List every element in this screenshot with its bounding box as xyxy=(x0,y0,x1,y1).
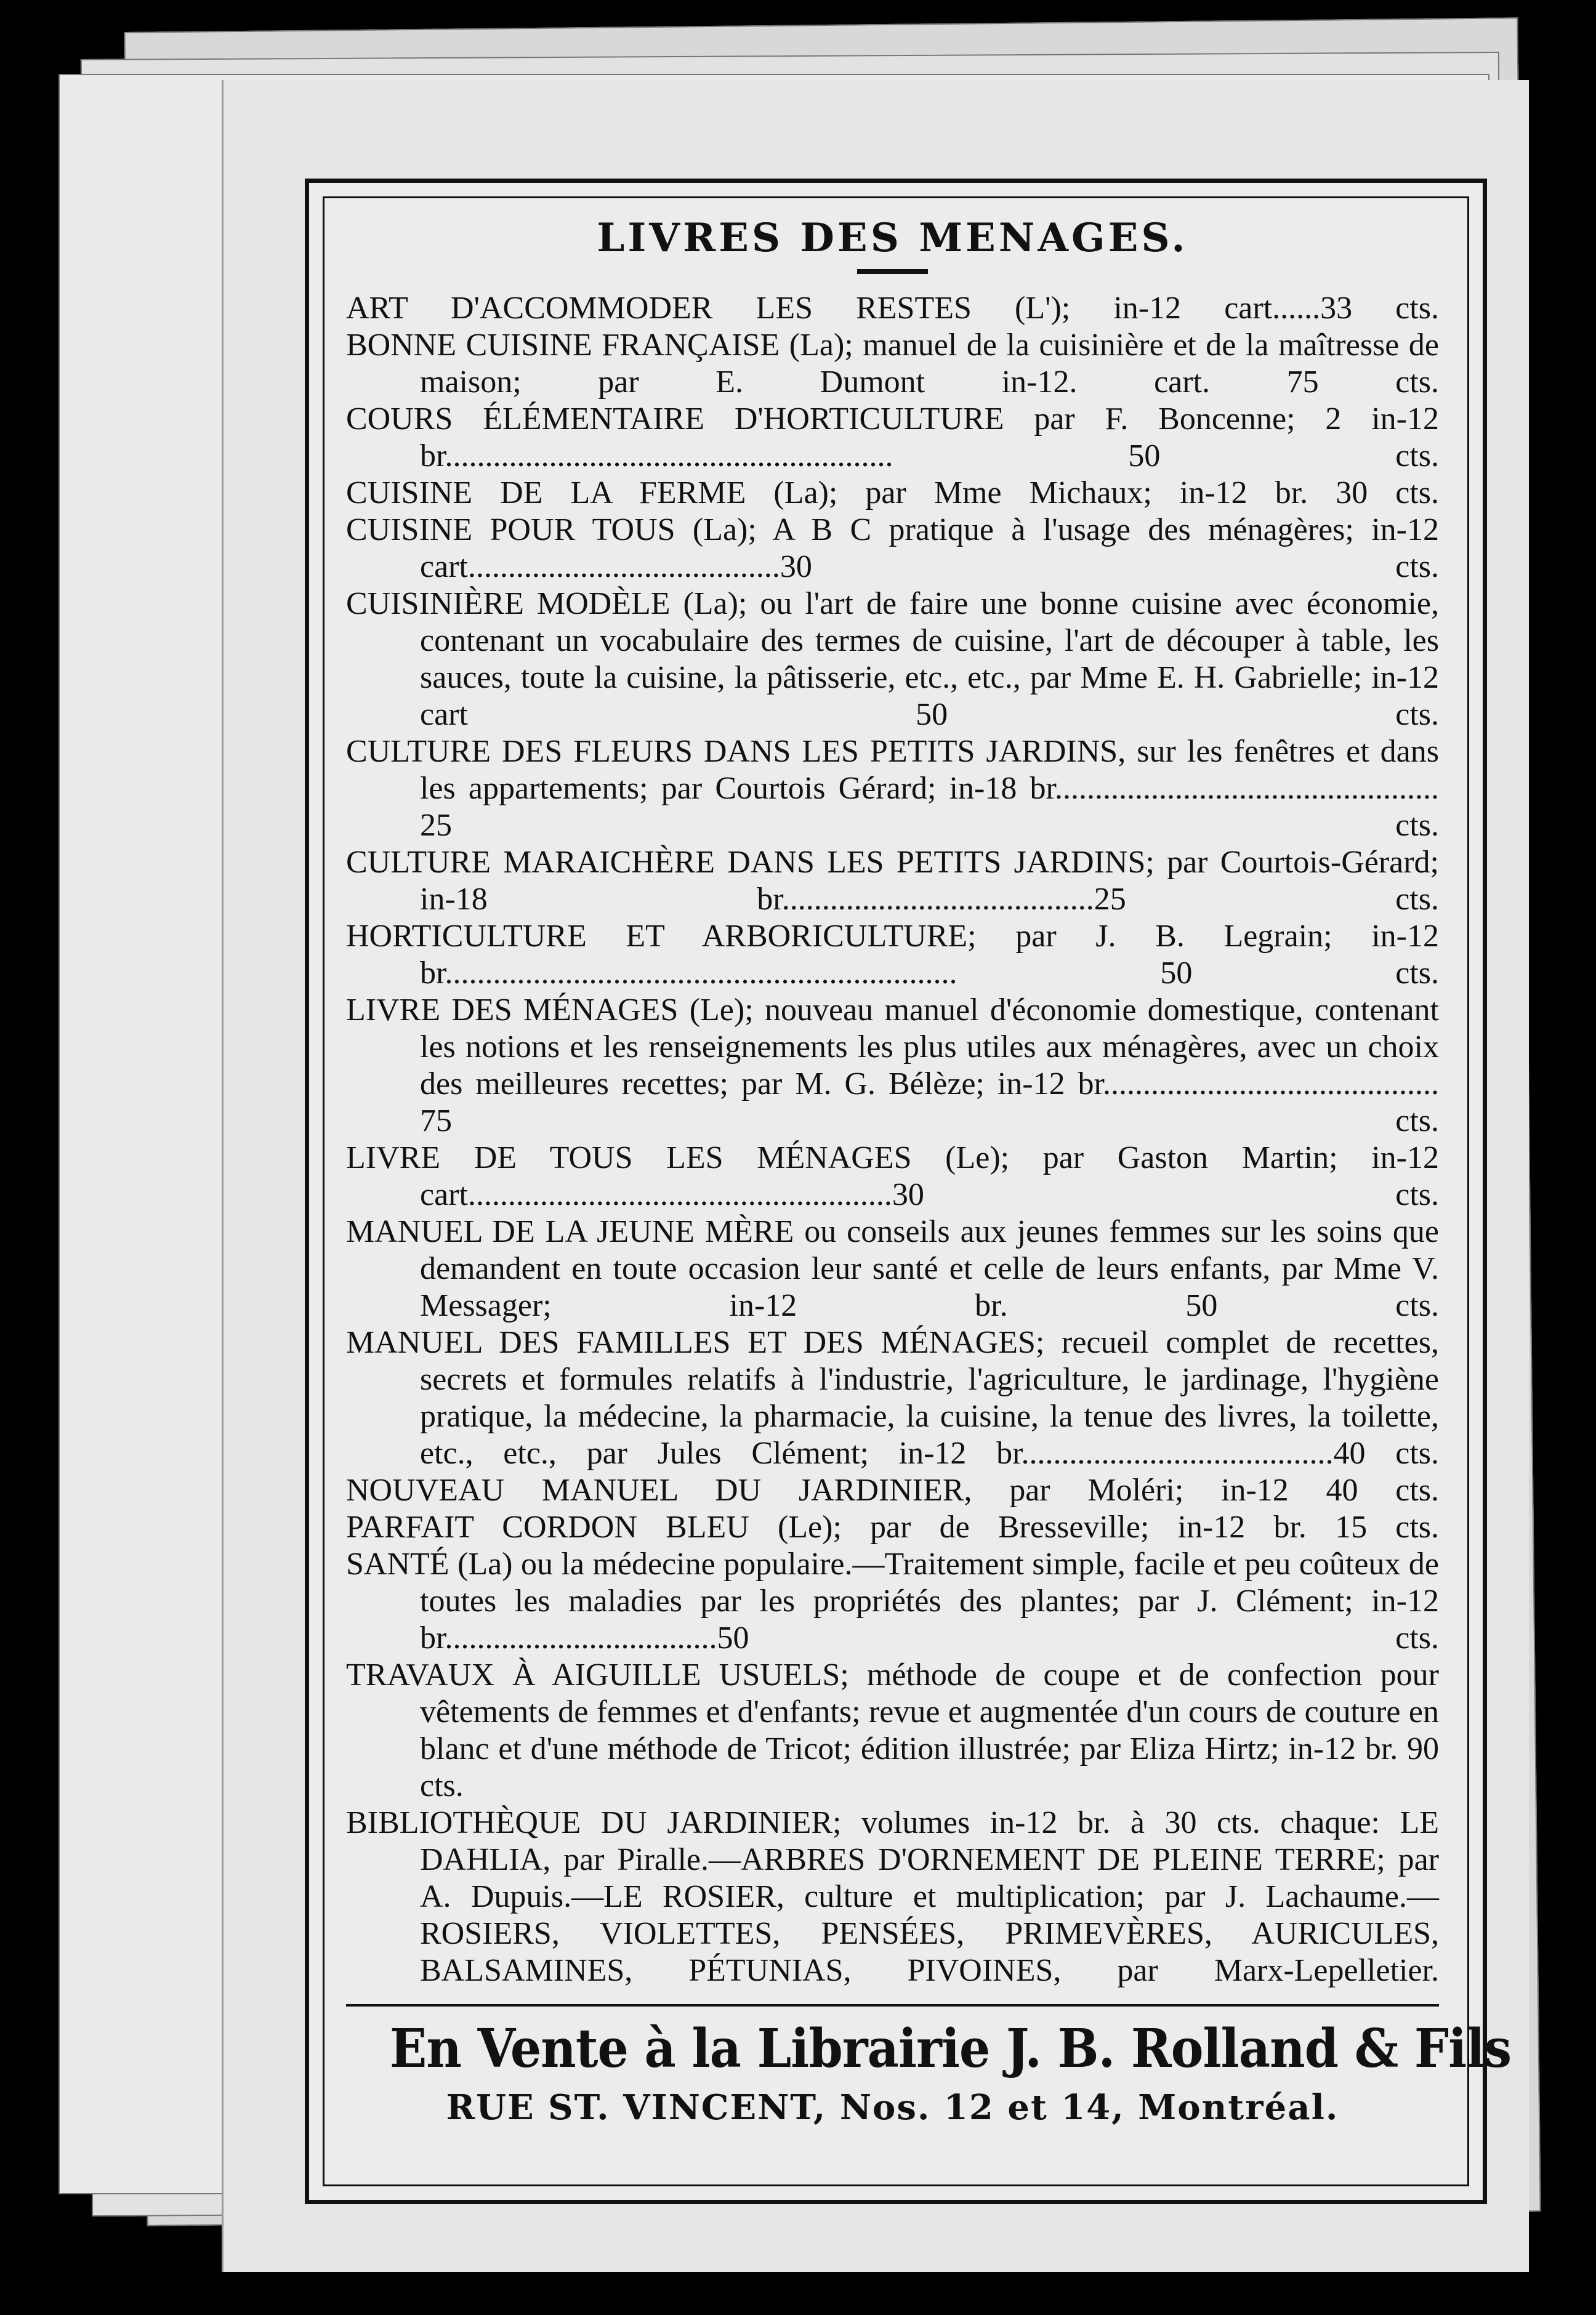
book-entry: TRAVAUX À AIGUILLE USUELS; méthode de coupe et de confection pour vêtements de femmes et d'enfants; revue et augmentée d'un cours de couture en blanc et d'une méthode de Tricot; édition illustrée; par Eliza Hirtz; in-12 br. 90 cts. xyxy=(346,1657,1439,1803)
publisher-address: RUE ST. VINCENT, Nos. 12 et 14, Montréal. xyxy=(446,2087,1339,2128)
book-entry: PARFAIT CORDON BLEU (Le); par de Bresseville; in-12 br. 15 cts. xyxy=(346,1510,1439,1545)
book-list xyxy=(346,290,1439,1989)
book-entry: CUISINE POUR TOUS (La); A B C pratique à l'usage des ménagères; in-12 cart.......................................30 cts. xyxy=(346,512,1439,584)
book-entry: BONNE CUISINE FRANÇAISE (La); manuel de la cuisinière et de la maîtresse de maison; par E. Dumont in-12. cart. 75 cts. xyxy=(346,328,1439,400)
book-entry: LIVRE DE TOUS LES MÉNAGES (Le); par Gaston Martin; in-12 cart.....................................................30 cts. xyxy=(346,1140,1439,1212)
book-entry: LIVRE DES MÉNAGES (Le); nouveau manuel d'économie domestique, contenant les notions et les renseignements les plus utiles aux ménagères, avec un choix des meilleures recettes; par M. G. Bélèze; in-12 br.......................................... 75 cts. xyxy=(346,992,1439,1138)
title-rule xyxy=(857,269,928,274)
book-entry: BIBLIOTHÈQUE DU JARDINIER; volumes in-12 br. à 30 cts. chaque: LE DAHLIA, par Piralle.—ARBRES D'ORNEMENT DE PLEINE TERRE; par A. Dupuis.—LE ROSIER, culture et multiplication; par J. Lachaume.—ROSIERS, VIOLETTES, PENSÉES, PRIMEVÈRES, AURICULES, BALSAMINES, PÉTUNIAS, PIVOINES, par Marx-Lepelletier. xyxy=(346,1805,1439,1988)
advertisement-content xyxy=(346,214,1512,2132)
publisher-line: En Vente à la Librairie J. B. Rolland & Fils xyxy=(390,2018,1512,2080)
advertisement-frame xyxy=(305,179,1512,2204)
book-entry: CUISINIÈRE MODÈLE (La); ou l'art de faire une bonne cuisine avec économie, contenant un vocabulaire des termes de cuisine, l'art de découper à table, les sauces, toute la cuisine, la pâtisserie, etc., etc., par Mme E. H. Gabrielle; in-12 cart 50 cts. xyxy=(346,586,1439,732)
book-entry: CULTURE MARAICHÈRE DANS LES PETITS JARDINS; par Courtois-Gérard; in-18 br.......................................25 cts. xyxy=(346,845,1439,917)
book-entry: MANUEL DE LA JEUNE MÈRE ou conseils aux jeunes femmes sur les soins que demandent en toute occasion leur santé et celle de leurs enfants, par Mme V. Messager; in-12 br. 50 cts. xyxy=(346,1214,1439,1323)
book-entry: SANTÉ (La) ou la médecine populaire.—Traitement simple, facile et peu coûteux de toutes les maladies par les propriétés des plantes; par J. Clément; in-12 br..................................50 cts. xyxy=(346,1547,1439,1656)
footer-rule xyxy=(346,2004,1439,2007)
book-entry: HORTICULTURE ET ARBORICULTURE; par J. B. Legrain; in-12 br................................................................ 50 cts. xyxy=(346,919,1439,991)
book-entry: NOUVEAU MANUEL DU JARDINIER, par Moléri; in-12 40 cts. xyxy=(346,1473,1439,1508)
book-entry: COURS ÉLÉMENTAIRE D'HORTICULTURE par F. Boncenne; 2 in-12 br........................................................ 50 cts. xyxy=(346,401,1439,473)
book-entry: ART D'ACCOMMODER LES RESTES (L'); in-12 cart......33 cts. xyxy=(346,291,1439,326)
page-title: LIVRES DES MENAGES. xyxy=(597,215,1188,261)
book-entry: CUISINE DE LA FERME (La); par Mme Michaux; in-12 br. 30 cts. xyxy=(346,475,1439,510)
book-entry: MANUEL DES FAMILLES ET DES MÉNAGES; recueil complet de recettes, secrets et formules relatifs à l'industrie, l'agriculture, le jardinage, l'hygiène pratique, la médecine, la pharmacie, la cuisine, la tenue des livres, la toilette, etc., etc., par Jules Clément; in-12 br.......................................40 cts. xyxy=(346,1325,1439,1471)
book-entry: CULTURE DES FLEURS DANS LES PETITS JARDINS, sur les fenêtres et dans les appartements; par Courtois Gérard; in-18 br................................................ 25 cts. xyxy=(346,734,1439,843)
